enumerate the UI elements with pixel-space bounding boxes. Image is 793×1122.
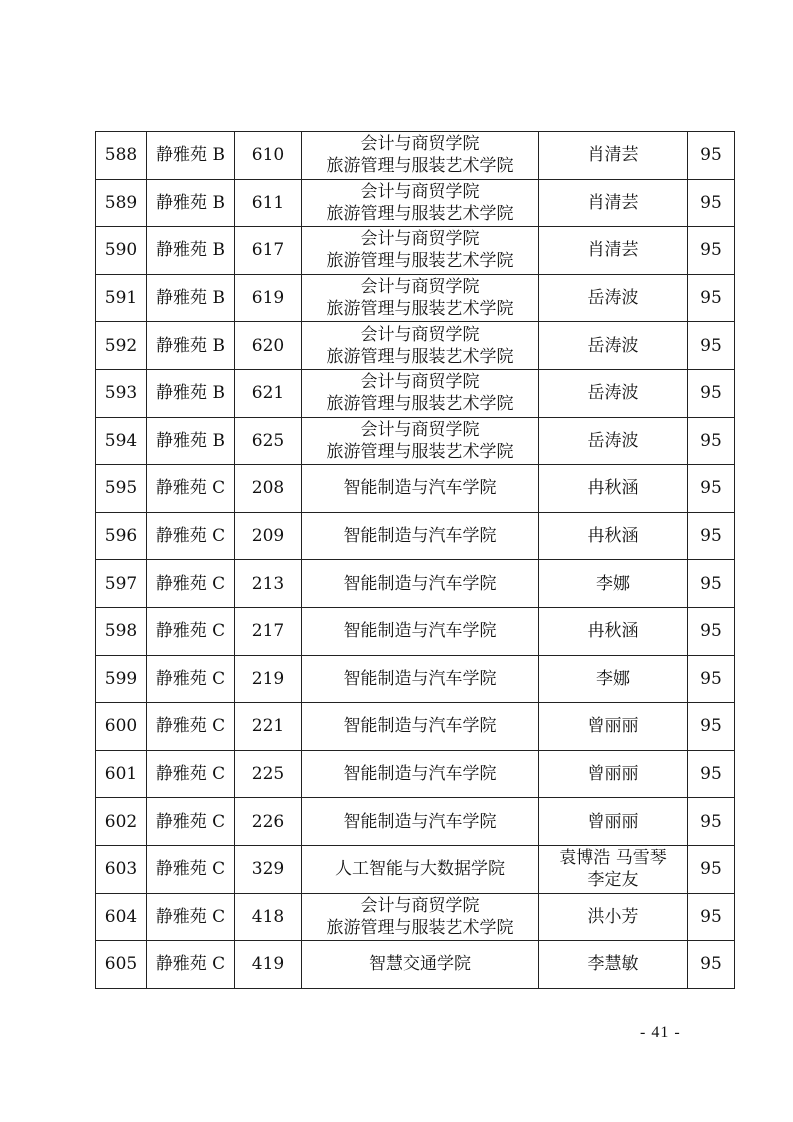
college-cell: [302, 798, 539, 846]
table-row: [96, 893, 735, 941]
score-cell: 95: [688, 417, 735, 465]
building-cell: 静雅苑 C: [147, 655, 235, 703]
college-cell: [302, 274, 539, 322]
table-row: [96, 798, 735, 846]
table-row: [96, 750, 735, 798]
table-row: [96, 607, 735, 655]
college-cell: [302, 560, 539, 608]
teacher-cell: [539, 274, 688, 322]
teacher-line: 冉秋涵: [587, 478, 639, 499]
building-cell: 静雅苑 C: [147, 941, 235, 989]
teacher-cell: [539, 845, 688, 893]
college-cell: [302, 369, 539, 417]
table-row: [96, 274, 735, 322]
room-cell: 213: [235, 560, 302, 608]
score-cell: 95: [688, 465, 735, 513]
teacher-cell: [539, 465, 688, 513]
teacher-line: 洪小芳: [587, 906, 639, 927]
college-cell: [302, 655, 539, 703]
table-row: [96, 179, 735, 227]
score-cell: 95: [688, 227, 735, 275]
teacher-cell: [539, 798, 688, 846]
room-cell: 225: [235, 750, 302, 798]
score-cell: 95: [688, 941, 735, 989]
room-cell: 625: [235, 417, 302, 465]
building-cell: 静雅苑 C: [147, 465, 235, 513]
college-line: 智能制造与汽车学院: [343, 621, 497, 642]
college-line: 会计与商贸学院: [360, 229, 480, 250]
teacher-cell: [539, 607, 688, 655]
college-cell: [302, 703, 539, 751]
teacher-cell: [539, 369, 688, 417]
teacher-line: 袁博浩 马雪琴: [559, 848, 667, 869]
room-cell: 621: [235, 369, 302, 417]
teacher-line: 岳涛波: [587, 335, 639, 356]
college-cell: [302, 750, 539, 798]
teacher-line: 岳涛波: [587, 383, 639, 404]
room-cell: 221: [235, 703, 302, 751]
teacher-cell: [539, 750, 688, 798]
college-cell: [302, 227, 539, 275]
college-cell: [302, 417, 539, 465]
row-number-cell: 600: [96, 703, 147, 751]
building-cell: 静雅苑 B: [147, 274, 235, 322]
row-number-cell: 603: [96, 845, 147, 893]
score-cell: 95: [688, 845, 735, 893]
room-cell: 611: [235, 179, 302, 227]
teacher-line: 岳涛波: [587, 288, 639, 309]
room-cell: 620: [235, 322, 302, 370]
college-line: 旅游管理与服装艺术学院: [326, 156, 514, 177]
teacher-cell: [539, 560, 688, 608]
score-cell: 95: [688, 798, 735, 846]
table-row: [96, 703, 735, 751]
row-number-cell: 592: [96, 322, 147, 370]
college-line: 会计与商贸学院: [360, 134, 480, 155]
college-line: 旅游管理与服装艺术学院: [326, 394, 514, 415]
college-cell: [302, 607, 539, 655]
college-line: 人工智能与大数据学院: [335, 859, 505, 880]
teacher-line: 冉秋涵: [587, 621, 639, 642]
college-line: 旅游管理与服装艺术学院: [326, 203, 514, 224]
room-cell: 209: [235, 512, 302, 560]
room-cell: 226: [235, 798, 302, 846]
score-cell: 95: [688, 369, 735, 417]
building-cell: 静雅苑 C: [147, 560, 235, 608]
row-number-cell: 604: [96, 893, 147, 941]
teacher-cell: [539, 893, 688, 941]
college-cell: [302, 941, 539, 989]
college-line: 智能制造与汽车学院: [343, 716, 497, 737]
college-line: 会计与商贸学院: [360, 372, 480, 393]
room-cell: 217: [235, 607, 302, 655]
table-row: [96, 845, 735, 893]
college-line: 会计与商贸学院: [360, 181, 480, 202]
score-cell: 95: [688, 655, 735, 703]
building-cell: 静雅苑 C: [147, 750, 235, 798]
room-cell: 418: [235, 893, 302, 941]
table-row: [96, 560, 735, 608]
college-line: 智能制造与汽车学院: [343, 478, 497, 499]
college-line: 旅游管理与服装艺术学院: [326, 917, 514, 938]
teacher-line: 岳涛波: [587, 430, 639, 451]
building-cell: 静雅苑 C: [147, 893, 235, 941]
building-cell: 静雅苑 C: [147, 703, 235, 751]
room-cell: 208: [235, 465, 302, 513]
table-row: [96, 322, 735, 370]
college-line: 旅游管理与服装艺术学院: [326, 441, 514, 462]
college-line: 会计与商贸学院: [360, 324, 480, 345]
building-cell: 静雅苑 B: [147, 227, 235, 275]
row-number-cell: 599: [96, 655, 147, 703]
teacher-cell: [539, 179, 688, 227]
room-cell: 610: [235, 132, 302, 180]
building-cell: 静雅苑 C: [147, 845, 235, 893]
table-row: [96, 132, 735, 180]
table-row: [96, 417, 735, 465]
teacher-line: 李定友: [587, 870, 639, 891]
dormitory-score-table: [95, 131, 735, 989]
college-line: 智能制造与汽车学院: [343, 573, 497, 594]
table-row: [96, 465, 735, 513]
room-cell: 219: [235, 655, 302, 703]
college-cell: [302, 845, 539, 893]
table-row: [96, 227, 735, 275]
college-cell: [302, 465, 539, 513]
score-cell: 95: [688, 893, 735, 941]
teacher-cell: [539, 703, 688, 751]
row-number-cell: 594: [96, 417, 147, 465]
room-cell: 619: [235, 274, 302, 322]
teacher-line: 冉秋涵: [587, 526, 639, 547]
teacher-line: 李慧敏: [587, 954, 639, 975]
row-number-cell: 588: [96, 132, 147, 180]
teacher-cell: [539, 322, 688, 370]
college-line: 会计与商贸学院: [360, 277, 480, 298]
college-line: 智能制造与汽车学院: [343, 526, 497, 547]
college-cell: [302, 322, 539, 370]
college-cell: [302, 512, 539, 560]
college-line: 会计与商贸学院: [360, 419, 480, 440]
score-cell: 95: [688, 132, 735, 180]
teacher-cell: [539, 227, 688, 275]
college-cell: [302, 179, 539, 227]
row-number-cell: 589: [96, 179, 147, 227]
table-row: [96, 512, 735, 560]
building-cell: 静雅苑 B: [147, 369, 235, 417]
teacher-cell: [539, 512, 688, 560]
teacher-cell: [539, 132, 688, 180]
page-number: - 41 -: [640, 1024, 681, 1041]
teacher-line: 曾丽丽: [587, 764, 639, 785]
building-cell: 静雅苑 C: [147, 607, 235, 655]
table-body: [96, 132, 735, 989]
teacher-line: 曾丽丽: [587, 811, 639, 832]
building-cell: 静雅苑 B: [147, 417, 235, 465]
college-cell: [302, 893, 539, 941]
college-line: 旅游管理与服装艺术学院: [326, 251, 514, 272]
teacher-line: 肖清芸: [587, 145, 639, 166]
row-number-cell: 602: [96, 798, 147, 846]
teacher-cell: [539, 417, 688, 465]
teacher-line: 肖清芸: [587, 240, 639, 261]
teacher-cell: [539, 941, 688, 989]
teacher-cell: [539, 655, 688, 703]
score-cell: 95: [688, 607, 735, 655]
college-line: 智能制造与汽车学院: [343, 811, 497, 832]
score-cell: 95: [688, 274, 735, 322]
row-number-cell: 596: [96, 512, 147, 560]
row-number-cell: 590: [96, 227, 147, 275]
row-number-cell: 598: [96, 607, 147, 655]
college-line: 旅游管理与服装艺术学院: [326, 346, 514, 367]
college-line: 会计与商贸学院: [360, 895, 480, 916]
row-number-cell: 595: [96, 465, 147, 513]
room-cell: 419: [235, 941, 302, 989]
teacher-line: 李娜: [596, 573, 630, 594]
score-cell: 95: [688, 560, 735, 608]
row-number-cell: 605: [96, 941, 147, 989]
college-line: 智慧交通学院: [369, 954, 471, 975]
row-number-cell: 593: [96, 369, 147, 417]
score-cell: 95: [688, 322, 735, 370]
score-cell: 95: [688, 179, 735, 227]
table-row: [96, 369, 735, 417]
college-line: 旅游管理与服装艺术学院: [326, 299, 514, 320]
teacher-line: 肖清芸: [587, 192, 639, 213]
room-cell: 329: [235, 845, 302, 893]
row-number-cell: 601: [96, 750, 147, 798]
score-cell: 95: [688, 512, 735, 560]
table-row: [96, 941, 735, 989]
building-cell: 静雅苑 B: [147, 132, 235, 180]
teacher-line: 曾丽丽: [587, 716, 639, 737]
score-cell: 95: [688, 703, 735, 751]
row-number-cell: 591: [96, 274, 147, 322]
building-cell: 静雅苑 C: [147, 512, 235, 560]
college-line: 智能制造与汽车学院: [343, 764, 497, 785]
college-line: 智能制造与汽车学院: [343, 668, 497, 689]
score-cell: 95: [688, 750, 735, 798]
room-cell: 617: [235, 227, 302, 275]
college-cell: [302, 132, 539, 180]
teacher-line: 李娜: [596, 668, 630, 689]
building-cell: 静雅苑 B: [147, 322, 235, 370]
table-row: [96, 655, 735, 703]
row-number-cell: 597: [96, 560, 147, 608]
building-cell: 静雅苑 B: [147, 179, 235, 227]
building-cell: 静雅苑 C: [147, 798, 235, 846]
